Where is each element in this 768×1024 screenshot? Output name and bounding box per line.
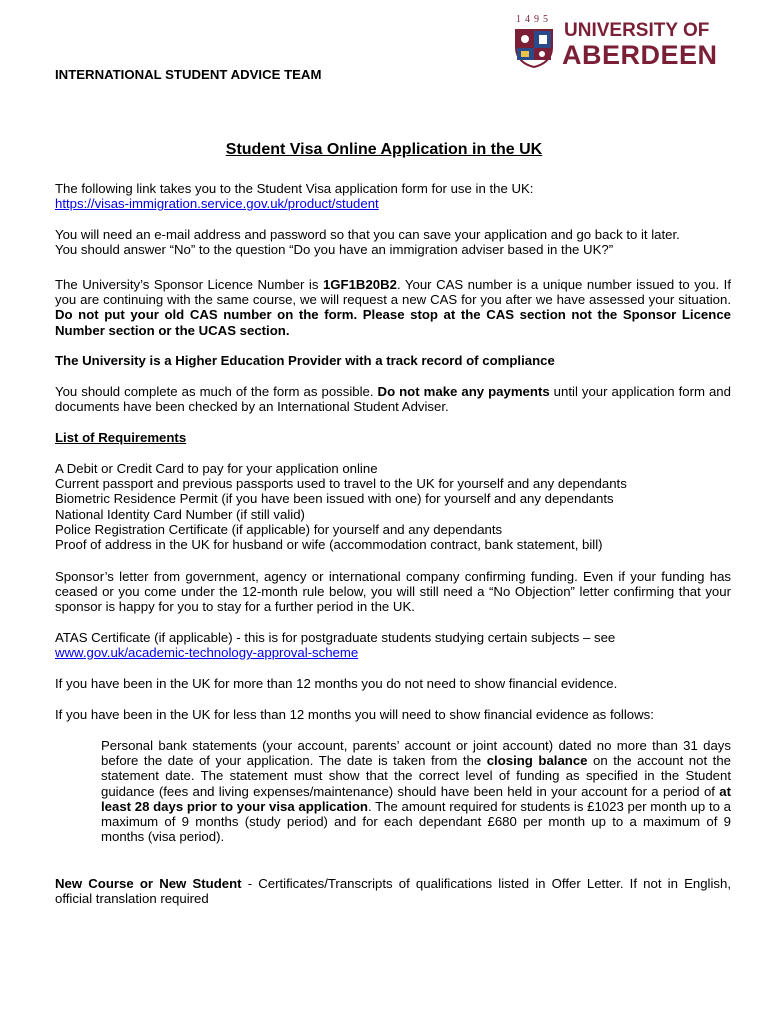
list-item: A Debit or Credit Card to pay for your application online (55, 461, 378, 476)
no-payments-warning: Do not make any payments (377, 384, 550, 399)
list-item: National Identity Card Number (if still valid) (55, 506, 305, 522)
provider-statement: The University is a Higher Education Provider with a track record of compliance (55, 353, 555, 368)
sponsor-text-mid: . Your CAS number is a unique number issued to you. If you are continuing with the same course, we will request a new CAS for you after we have assessed your situation. (55, 277, 731, 308)
logo-year: 1495 (516, 14, 552, 25)
email-line-2: You should answer “No” to the question “Do you have an immigration adviser based in the UK?” (55, 242, 614, 258)
cas-warning: Do not put your old CAS number on the form. Please stop at the CAS section not the Sponsor Licence Number section or the UCAS section. (55, 307, 731, 338)
closing-balance: closing balance (486, 753, 588, 769)
list-item: Biometric Residence Permit (if you have been issued with one) for yourself and any dependants (55, 491, 614, 507)
requirements-heading: List of Requirements (55, 430, 187, 445)
new-course-label: New Course or New Student (55, 876, 242, 891)
bank-text-3: . The amount required for students is £1023 per month up to a maximum of 9 months (study period) and for each dependant £680 per month up to a maximum of 9 months (visa period). (101, 798, 731, 845)
sponsor-letter-paragraph: Sponsor’s letter from government, agency or international company confirming funding. Even if your funding has ceased or you come under the 12-month rule below, you will still need a “No Objection” letter confirming that your sponsor is happy for you to stay for a further period in the UK. (55, 569, 731, 615)
bank-text-2: on the account not the statement date. The statement must show that the correct level of funding as specified in the Student guidance (fees and living expenses/maintenance) should have been held in your account for a period of (101, 753, 731, 799)
licence-number: 1GF1B20B2 (322, 277, 397, 292)
team-heading: INTERNATIONAL STUDENT ADVICE TEAM (55, 67, 322, 82)
new-course-paragraph (55, 876, 731, 906)
more-than-12-months: If you have been in the UK for more than 12 months you do not need to show financial evidence. (55, 676, 618, 691)
atas-link[interactable]: www.gov.uk/academic-technology-approval-scheme (55, 645, 359, 661)
bank-statements-paragraph (101, 738, 731, 844)
complete-text-pre: You should complete as much of the form as possible. (55, 384, 378, 399)
university-logo (512, 14, 734, 70)
email-line-1: You will need an e-mail address and password so that you can save your application and go back to it later. (55, 227, 680, 242)
new-course-text: - Certificates/Transcripts of qualifications listed in Offer Letter. If not in English, official translation required (55, 876, 731, 907)
requirements-list (55, 461, 731, 552)
intro-paragraph (55, 181, 731, 211)
logo-university-of: UNIVERSITY OF (564, 20, 710, 41)
atas-text: ATAS Certificate (if applicable) - this is for postgraduate students studying certain subjects – see (55, 630, 616, 645)
list-item: Current passport and previous passports used to travel to the UK for yourself and any dependants (55, 476, 627, 492)
less-than-12-months: If you have been in the UK for less than 12 months you will need to show financial evidence as follows: (55, 707, 654, 722)
28-days-requirement: at least 28 days prior to your visa application (101, 783, 731, 814)
complete-text-post: until your application form and documents have been checked by an International Student Adviser. (55, 384, 731, 415)
crest-icon (514, 28, 554, 68)
student-visa-link[interactable]: https://visas-immigration.service.gov.uk/product/student (55, 196, 379, 212)
sponsor-licence-paragraph (55, 277, 731, 338)
sponsor-text-pre: The University’s Sponsor Licence Number is (55, 277, 323, 292)
email-paragraph (55, 227, 731, 257)
list-item: Proof of address in the UK for husband or wife (accommodation contract, bank statement, bill) (55, 537, 603, 553)
bank-text-1: Personal bank statements (your account, parents’ account or joint account) dated no more than 31 days before the date of your application. The date is taken from the (101, 738, 731, 769)
page-title: Student Visa Online Application in the UK (225, 141, 543, 158)
intro-text: The following link takes you to the Student Visa application form for use in the UK: (55, 181, 534, 196)
logo-aberdeen: ABERDEEN (562, 40, 718, 70)
atas-paragraph (55, 630, 731, 660)
complete-form-paragraph (55, 384, 731, 414)
list-item: Police Registration Certificate (if applicable) for yourself and any dependants (55, 521, 503, 537)
